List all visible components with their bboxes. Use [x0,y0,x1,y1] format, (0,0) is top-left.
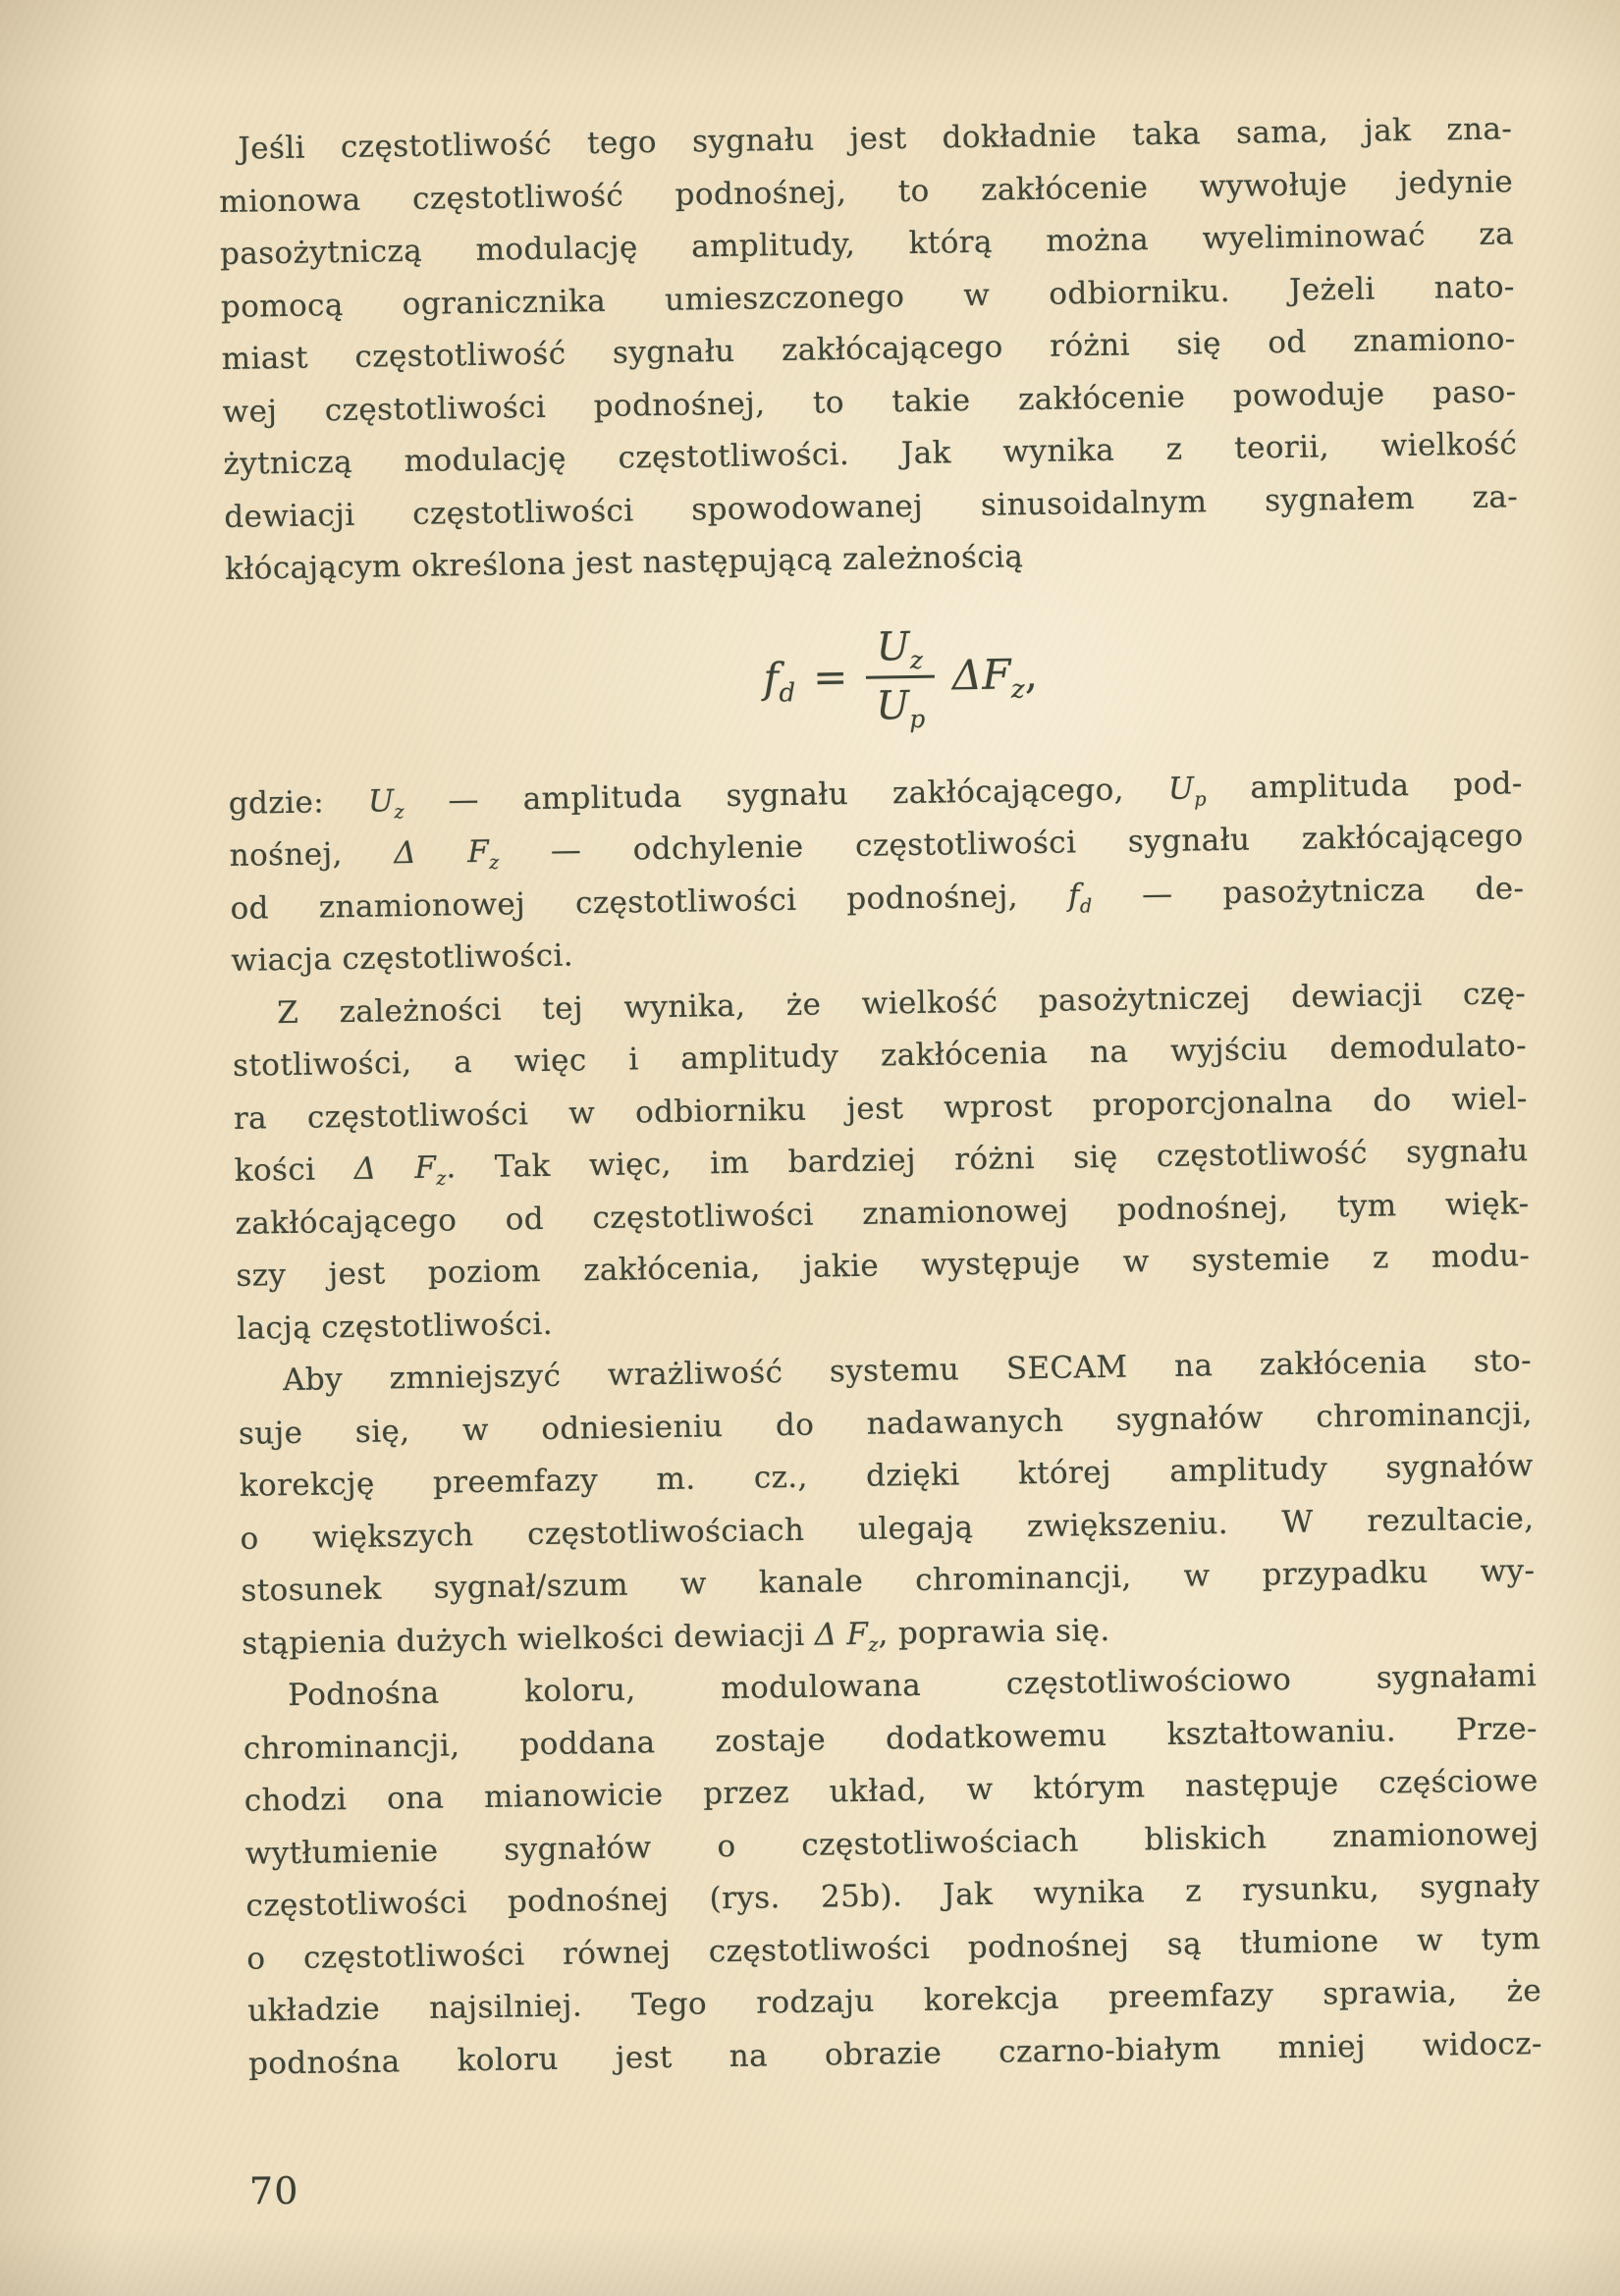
text-line: żytniczą modulację częstotliwości. Jak wynika z teorii, wielkość [223,426,1518,482]
text-line: chrominancji, poddana zostaje dodatkowemu kształtowaniu. Prze- [243,1710,1539,1767]
text-line: dewiacji częstotliwości spowodowanej sinusoidalnym sygnałem za- [224,478,1519,535]
text-line: chodzi ona mianowicie przez układ, w którym następuje częściowe [243,1763,1539,1819]
text-line: suje się, w odniesieniu do nadawanych sygnałów chrominancji, [238,1395,1534,1452]
formula-equals: = [812,652,849,702]
text-line: kłócającym określona jest następującą zależnością [224,539,1024,587]
formula-lhs: $f_d$ [763,654,796,709]
formula-deviation [226,576,1523,778]
text-line: od znamionowej częstotliwości podnośnej, $f_d$ — pasożytnicza de- [230,870,1525,927]
text-line: Aby zmniejszyć wrażliwość systemu SECAM na zakłócenia sto- [282,1343,1533,1399]
formula-numerator: $U_z$ [876,624,924,674]
page-text [218,103,1542,2090]
text-line: o częstotliwości równej częstotliwości podnośnej są tłumione w tym [246,1920,1541,1977]
text-line: pomocą ogranicznika umieszczonego w odbiorniku. Jeżeli nato- [220,268,1516,325]
text-line: ra częstotliwości w odbiorniku jest wprost proporcjonalna do wiel- [233,1080,1529,1137]
text-line: wiacja częstotliwości. [231,937,574,979]
text-line: układzie najsilniej. Tego rodzaju korekcja preemfazy sprawia, że [246,1973,1542,2029]
text-line: stotliwości, a więc i amplitudy zakłócenia na wyjściu demodulato- [232,1028,1528,1084]
text-line: Z zależności tej wynika, że wielkość pasożytniczej dewiacji czę- [276,975,1527,1031]
paragraph-4 [238,1335,1537,1671]
paragraph-2 [228,758,1525,988]
text-line: szy jest poziom zakłócenia, jakie występuje w systemie z modu- [236,1238,1531,1294]
text-line: korekcję preemfazy m. cz., dzięki której amplitudy sygnałów [239,1448,1534,1504]
text-line: miast częstotliwość sygnału zakłócającego różni się od znamiono- [221,321,1516,377]
text-line: stosunek sygnał/szum w kanale chrominancji, w przypadku wy- [241,1553,1536,1609]
text-line: nośnej, Δ $F_z$ — odchylenie częstotliwości sygnału zakłócającego [229,818,1524,874]
text-line: Jeśli częstotliwość tego sygnału jest dokładnie taka sama, jak zna- [238,111,1513,167]
formula-denominator: $U_p$ [866,675,936,726]
text-line: pasożytniczą modulację amplitudy, którą można wyeliminować za [219,216,1515,272]
text-line: zakłócającego od częstotliwości znamionowej podnośnej, tym więk- [235,1185,1530,1242]
formula-fraction [865,624,936,734]
paragraph-5 [243,1650,1543,2091]
text-line: podnośna koloru jest na obrazie czarno-białym mniej widocz- [247,2025,1543,2082]
formula-rhs: $\Delta F_z$, [951,649,1039,705]
text-line: częstotliwości podnośnej (rys. 25b). Jak wynika z rysunku, sygnały [245,1868,1540,1924]
text-line: wytłumienie sygnałów o częstotliwościach bliskich znamionowej [244,1815,1539,1872]
text-line: lacją częstotliwości. [236,1306,554,1347]
text-line: kości Δ $F_z$. Tak więc, im bardziej różni się częstotliwość sygnału [234,1133,1529,1190]
text-line: mionowa częstotliwość podnośnej, to zakłócenie wywołuje jedynie [218,163,1514,220]
text-line: o większych częstotliwościach ulegają zwiększeniu. W rezultacie, [240,1500,1535,1557]
text-line: stąpienia dużych wielkości dewiacji Δ $F_z$, poprawia się. [242,1612,1110,1662]
paragraph-1 [218,103,1519,596]
text-line: Podnośna koloru, modulowana częstotliwościowo sygnałami [287,1658,1538,1714]
paragraph-3 [232,968,1532,1356]
text-line: wej częstotliwości podnośnej, to takie zakłócenie powoduje paso- [222,373,1517,430]
text-line: gdzie: $U_z$ — amplituda sygnału zakłócającego, $U_p$ amplituda pod- [228,765,1523,823]
page-number: 70 [248,2168,299,2214]
